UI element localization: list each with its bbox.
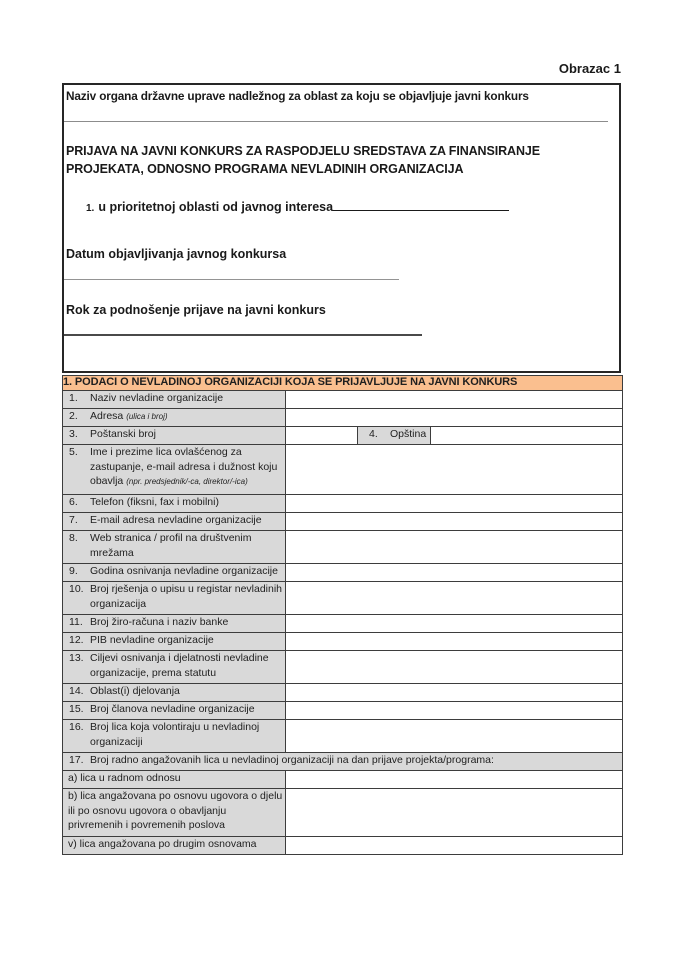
- table-row: [63, 702, 623, 720]
- table-row: [63, 409, 623, 427]
- field-label-cell: [63, 531, 286, 564]
- table-body: [63, 391, 623, 855]
- row-label-text: v) lica angažovana po drugim osnovama: [68, 838, 257, 850]
- row-number: 15.: [69, 703, 84, 715]
- table-row: [63, 564, 623, 582]
- field-label: [63, 837, 285, 852]
- table-row: [63, 753, 623, 771]
- field-value-cell[interactable]: [286, 582, 623, 615]
- field-value-cell[interactable]: [286, 409, 623, 427]
- field-label-cell: [63, 445, 286, 495]
- field-value-cell[interactable]: [286, 427, 358, 445]
- field-value-cell[interactable]: [431, 427, 623, 445]
- table-row: [63, 789, 623, 837]
- table-row: [63, 720, 623, 753]
- field-label-cell: [63, 633, 286, 651]
- row-label-text: b) lica angažovana po osnovu ugovora o djelu ili po osnovu ugovora o obavljanju privremenih i povremenih poslova: [68, 790, 283, 831]
- field-label: [358, 427, 430, 442]
- table-row: [63, 615, 623, 633]
- field-label-cell: [63, 513, 286, 531]
- authority-name-fill-line[interactable]: [64, 121, 608, 122]
- field-label: [63, 513, 285, 528]
- field-label-cell: [63, 684, 286, 702]
- table-row: [63, 391, 623, 409]
- field-label: [63, 702, 285, 717]
- field-label: [63, 753, 622, 768]
- field-label-cell: [63, 789, 286, 837]
- field-value-cell[interactable]: [286, 720, 623, 753]
- row-number: 6.: [69, 496, 78, 508]
- table-row: [63, 495, 623, 513]
- field-label-cell: [63, 837, 286, 855]
- row-label-text: Broj radno angažovanih lica u nevladinoj organizaciji na dan prijave projekta/programa:: [90, 754, 494, 766]
- row-label-text: Opština: [390, 428, 427, 440]
- row-label-text: a) lica u radnom odnosu: [68, 772, 181, 784]
- row-number: 13.: [69, 652, 84, 664]
- field-label: [63, 684, 285, 699]
- form-header-box: [62, 83, 621, 373]
- field-label-cell: [63, 391, 286, 409]
- field-value-cell[interactable]: [286, 684, 623, 702]
- row-label-text: Godina osnivanja nevladine organizacije: [90, 565, 278, 577]
- field-value-cell[interactable]: [286, 837, 623, 855]
- row-number: 10.: [69, 583, 84, 595]
- field-label-cell: [63, 427, 286, 445]
- table-row: [63, 771, 623, 789]
- row-number: 4.: [369, 428, 378, 440]
- field-label: [63, 633, 285, 648]
- row-number: 5.: [69, 446, 78, 458]
- field-label: [63, 445, 285, 490]
- field-value-cell[interactable]: [286, 651, 623, 684]
- field-value-cell[interactable]: [286, 391, 623, 409]
- publish-date-label: Datum objavljivanja javnog konkursa: [66, 247, 287, 261]
- row-number: 2.: [69, 410, 78, 422]
- row-number: 3.: [69, 428, 78, 440]
- row-label-text: Adresa (ulica i broj): [90, 410, 168, 422]
- row-label-note: (ulica i broj): [126, 412, 168, 421]
- row-label-text: Broj članova nevladine organizacije: [90, 703, 255, 715]
- field-value-cell[interactable]: [286, 789, 623, 837]
- row-label-text: Ime i prezime lica ovlašćenog za zastupanje, e-mail adresa i dužnost koju obavlja (npr. predsjednik/-ca, direktor/-ica): [90, 446, 278, 487]
- priority-fill-line[interactable]: [333, 199, 509, 211]
- table-row: [63, 651, 623, 684]
- field-value-cell[interactable]: [286, 445, 623, 495]
- field-label-cell: [63, 753, 623, 771]
- publish-date-fill-line[interactable]: [64, 279, 399, 280]
- row-label-text: Poštanski broj: [90, 428, 156, 440]
- row-label-text: Broj žiro-računa i naziv banke: [90, 616, 229, 628]
- row-label-text: Broj rješenja o upisu u registar nevladinih organizacija: [90, 583, 283, 610]
- section-header-row: [63, 376, 623, 391]
- section-title: 1. PODACI O NEVLADINOJ ORGANIZACIJI KOJA SE PRIJAVLJUJE NA JAVNI KONKURS: [63, 376, 623, 391]
- field-label-cell: [63, 409, 286, 427]
- form-code: Obrazac 1: [558, 61, 621, 76]
- field-value-cell[interactable]: [286, 495, 623, 513]
- field-label-cell: [63, 582, 286, 615]
- row-number: 9.: [69, 565, 78, 577]
- row-label-text: Web stranica / profil na društvenim mrežama: [90, 532, 252, 559]
- table-row: [63, 633, 623, 651]
- deadline-fill-line[interactable]: [64, 334, 422, 336]
- table-row: [63, 531, 623, 564]
- field-label-cell: [63, 564, 286, 582]
- row-number: 1.: [69, 392, 78, 404]
- field-label: [63, 615, 285, 630]
- field-label: [63, 391, 285, 406]
- row-number: 7.: [69, 514, 78, 526]
- field-label-cell: [63, 495, 286, 513]
- row-number: 12.: [69, 634, 84, 646]
- field-label-cell: [358, 427, 431, 445]
- priority-label: u prioritetnoj oblasti od javnog interesa: [98, 200, 334, 214]
- table-row: [63, 513, 623, 531]
- row-number: 11.: [69, 616, 83, 628]
- priority-area-line: [86, 199, 509, 214]
- row-label-text: Naziv nevladine organizacije: [90, 392, 224, 404]
- field-value-cell[interactable]: [286, 771, 623, 789]
- field-value-cell[interactable]: [286, 513, 623, 531]
- table-row: [63, 582, 623, 615]
- table-row: [63, 427, 623, 445]
- field-label: [63, 427, 285, 442]
- field-value-cell[interactable]: [286, 702, 623, 720]
- table-row: [63, 837, 623, 855]
- row-number: 8.: [69, 532, 78, 544]
- field-value-cell[interactable]: [286, 633, 623, 651]
- field-label-cell: [63, 615, 286, 633]
- field-label-cell: [63, 720, 286, 753]
- field-label: [63, 495, 285, 510]
- field-value-cell[interactable]: [286, 531, 623, 564]
- row-label-note: (npr. predsjednik/-ca, direktor/-ica): [126, 477, 248, 486]
- row-label-text: E-mail adresa nevladine organizacije: [90, 514, 262, 526]
- row-label-text: Broj lica koja volontiraju u nevladinoj organizaciji: [90, 721, 260, 748]
- field-label-cell: [63, 771, 286, 789]
- field-label: [63, 531, 285, 560]
- field-label: [63, 771, 285, 786]
- authority-name-label: Naziv organa državne uprave nadležnog za oblast za koju se objavljuje javni konkurs: [66, 89, 529, 103]
- priority-number: 1.: [86, 203, 95, 214]
- row-label-text: PIB nevladine organizacije: [90, 634, 214, 646]
- deadline-label: Rok za podnošenje prijave na javni konkurs: [66, 303, 326, 317]
- field-label: [63, 651, 285, 680]
- table-row: [63, 684, 623, 702]
- row-label-text: Ciljevi osnivanja i djelatnosti nevladine organizacije, prema statutu: [90, 652, 269, 679]
- row-label-text: Oblast(i) djelovanja: [90, 685, 180, 697]
- form-title: PRIJAVA NA JAVNI KONKURS ZA RASPODJELU SREDSTAVA ZA FINANSIRANJE PROJEKATA, ODNOSNO PROGRAMA NEVLADINIH ORGANIZACIJA: [66, 144, 540, 176]
- field-label: [63, 789, 285, 833]
- field-label: [63, 409, 285, 425]
- field-label: [63, 564, 285, 579]
- field-value-cell[interactable]: [286, 615, 623, 633]
- table-row: [63, 445, 623, 495]
- row-number: 16.: [69, 721, 84, 733]
- field-label-cell: [63, 651, 286, 684]
- field-value-cell[interactable]: [286, 564, 623, 582]
- field-label-cell: [63, 702, 286, 720]
- row-number: 14.: [69, 685, 84, 697]
- field-label: [63, 582, 285, 611]
- field-label: [63, 720, 285, 749]
- ngo-data-table: [62, 375, 623, 855]
- row-label-text: Telefon (fiksni, fax i mobilni): [90, 496, 219, 508]
- row-number: 17.: [69, 754, 84, 766]
